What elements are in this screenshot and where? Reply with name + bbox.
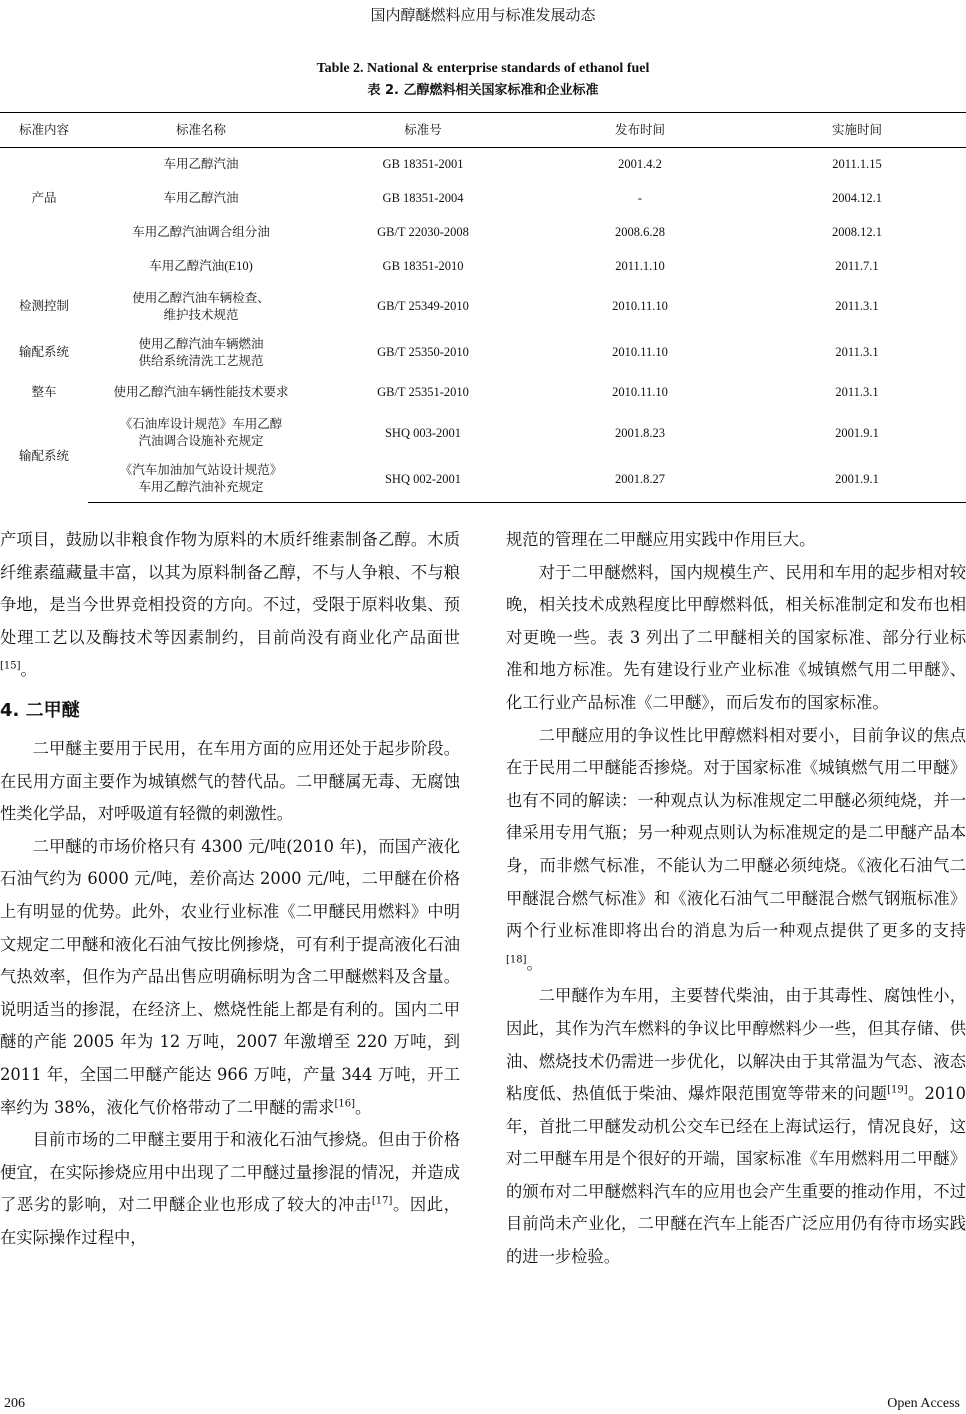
group-cell: 产品 <box>31 191 57 206</box>
effective-date: 2011.3.1 <box>835 345 879 359</box>
citation-ref[interactable]: [15] <box>0 660 21 672</box>
table-caption-en: Table 2. National & enterprise standards of ethanol fuel <box>316 61 650 76</box>
standard-code: GB 18351-2004 <box>382 191 464 205</box>
standard-code: GB 18351-2010 <box>382 259 464 273</box>
paragraph: 二甲醚的市场价格只有 4300 元/吨(2010 年)，而国产液化石油气约为 6000 元/吨，差价高达 2000 元/吨，二甲醚在价格上有明显的优势。此外，农业行业标准《二甲醚民用燃料》中明文规定二甲醚和液化石油气按比例掺烧，可有利于提高液化石油气热效率，但作为产品出售应明确标明为含二甲醚燃料及含量。说明适当的掺混，在经济上、燃烧性能上都是有利的。国内二甲醚的产能 2005 年为 12 万吨，2007 年激增至 220 万吨，到 2011 年，全国二甲醚产能达 966 万吨，产量 344 万吨，开工率约为 38%，液化气价格带动了二甲醚的需求[16]。 <box>0 836 460 1117</box>
standard-name: 车用乙醇汽油 <box>163 157 239 172</box>
column-header: 标准内容 <box>0 113 88 148</box>
release-date: 2001.8.23 <box>615 425 665 440</box>
group-cell: 输配系统 <box>18 448 69 463</box>
column-header: 发布时间 <box>532 113 748 148</box>
paragraph: 产项目，鼓励以非粮食作物为原料的木质纤维素制备乙醇。木质纤维素蕴藏量丰富，以其为原料制备乙醇，不与人争粮、不与粮争地，是当今世界竞相投资的方向。不过，受限于原料收集、预处理工艺以及酶技术等因素制约，目前尚没有商业化产品面世[15]。 <box>0 530 460 680</box>
group-cell-empty <box>0 250 88 284</box>
effective-date: 2001.9.1 <box>748 457 966 503</box>
effective-date: 2011.3.1 <box>835 385 879 399</box>
standard-name: 《汽车加油加气站设计规范》 车用乙醇汽油补充规定 <box>88 457 314 503</box>
table-row <box>0 376 966 410</box>
citation-ref[interactable]: [18] <box>506 954 527 966</box>
running-header: 国内醇醚燃料应用与标准发展动态 <box>370 6 596 24</box>
group-cell: 整车 <box>31 385 57 399</box>
standard-name: 使用乙醇汽油车辆性能技术要求 <box>113 385 289 399</box>
standard-name: 车用乙醇汽油 <box>163 191 239 205</box>
body-column-right <box>506 524 966 1274</box>
release-date: 2010.11.10 <box>612 385 668 399</box>
citation-ref[interactable]: [17] <box>371 1195 393 1207</box>
effective-date: 2011.1.15 <box>832 157 882 172</box>
table-row <box>0 216 966 250</box>
column-header: 实施时间 <box>748 113 966 148</box>
effective-date: 2001.9.1 <box>835 425 879 440</box>
effective-date: 2011.3.1 <box>835 299 879 313</box>
standard-code: GB/T 25349-2010 <box>377 299 469 313</box>
standard-code: GB/T 25351-2010 <box>377 385 469 399</box>
paragraph: 规范的管理在二甲醚应用实践中作用巨大。 <box>506 530 816 549</box>
table-row <box>0 182 966 216</box>
standard-code: GB/T 25350-2010 <box>377 345 469 359</box>
release-date: 2010.11.10 <box>612 299 668 313</box>
effective-date: 2008.12.1 <box>832 225 882 239</box>
standard-code: GB 18351-2001 <box>382 157 464 172</box>
release-date: 2011.1.10 <box>615 259 665 273</box>
column-header: 标准名称 <box>88 113 314 148</box>
body-column-left <box>0 524 460 1254</box>
citation-ref[interactable]: [16] <box>334 1098 355 1110</box>
table-row <box>0 148 966 182</box>
standard-name: 车用乙醇汽油调合组分油 <box>132 225 270 239</box>
table-header-row <box>0 113 966 148</box>
standard-name: 《石油库设计规范》车用乙醇 汽油调合设施补充规定 <box>119 417 283 448</box>
publisher-label: Open Access <box>887 1396 960 1411</box>
table-row <box>0 410 966 457</box>
citation-ref[interactable]: [19] <box>887 1084 908 1096</box>
table-row <box>0 457 966 503</box>
release-date: - <box>637 191 643 205</box>
table-row <box>0 284 966 330</box>
standard-code: SHQ 002-2001 <box>314 457 532 503</box>
group-cell: 检测控制 <box>18 299 69 313</box>
standard-code: SHQ 003-2001 <box>384 425 462 440</box>
standards-table <box>0 112 966 503</box>
effective-date: 2011.7.1 <box>835 259 879 273</box>
section-heading: 4. 二甲醚 <box>0 699 80 721</box>
page-number: 206 <box>4 1396 25 1411</box>
release-date: 2001.4.2 <box>618 157 662 172</box>
table-row <box>0 330 966 376</box>
standard-code: GB/T 22030-2008 <box>377 225 469 239</box>
paragraph: 二甲醚应用的争议性比甲醇燃料相对要小，目前争议的焦点在于民用二甲醚能否掺烧。对于国家标准《城镇燃气用二甲醚》也有不同的解读：一种观点认为标准规定二甲醚必须纯烧，并一律采用专用气瓶；另一种观点则认为标准规定的是二甲醚产品本身，而非燃气标准，不能认为二甲醚必须纯烧。《液化石油气二甲醚混合燃气标准》和《液化石油气二甲醚混合燃气钢瓶标准》两个行业标准即将出台的消息为后一种观点提供了更多的支持[18]。 <box>506 725 966 973</box>
paragraph: 目前市场的二甲醚主要用于和液化石油气掺烧。但由于价格便宜，在实际掺烧应用中出现了二甲醚过量掺混的情况，并造成了恶劣的影响，对二甲醚企业也形成了较大的冲击[17]。因此，在实际操作过程中， <box>0 1130 460 1247</box>
effective-date: 2004.12.1 <box>832 191 882 205</box>
standard-name: 使用乙醇汽油车辆检查、 维护技术规范 <box>132 290 270 322</box>
standard-name: 使用乙醇汽油车辆燃油 供给系统清洗工艺规范 <box>138 336 264 368</box>
table-row <box>0 250 966 284</box>
group-cell: 输配系统 <box>18 345 69 359</box>
standard-name: 车用乙醇汽油(E10) <box>149 259 253 273</box>
paragraph: 对于二甲醚燃料，国内规模生产、民用和车用的起步相对较晚，相关技术成熟程度比甲醇燃料低，相关标准制定和发布也相对更晚一些。表 3 列出了二甲醚相关的国家标准、部分行业标准和地方标准。先有建设行业产业标准《城镇燃气用二甲醚》、化工行业产品标准《二甲醚》，而后发布的国家标准。 <box>506 562 966 712</box>
release-date: 2010.11.10 <box>612 345 668 359</box>
table-caption-zh: 表 2. 乙醇燃料相关国家标准和企业标准 <box>367 83 599 98</box>
paragraph: 二甲醚主要用于民用，在车用方面的应用还处于起步阶段。在民用方面主要作为城镇燃气的替代品。二甲醚属无毒、无腐蚀性类化学品，对呼吸道有轻微的刺激性。 <box>0 738 460 824</box>
release-date: 2008.6.28 <box>615 225 665 239</box>
paragraph: 二甲醚作为车用，主要替代柴油，由于其毒性、腐蚀性小，因此，其作为汽车燃料的争议比甲醇燃料少一些，但其存储、供油、燃烧技术仍需进一步优化，以解决由于其常温为气态、液态粘度低、热值低于柴油、爆炸限范围宽等带来的问题[19]。2010 年，首批二甲醚发动机公交车已经在上海试运行，情况良好，这对二甲醚车用是个很好的开端，国家标准《车用燃料用二甲醚》的颁布对二甲醚燃料汽车的应用也会产生重要的推动作用，不过目前尚未产业化，二甲醚在汽车上能否广泛应用仍有待市场实践的进一步检验。 <box>506 986 966 1267</box>
release-date: 2001.8.27 <box>532 457 748 503</box>
column-header: 标准号 <box>314 113 532 148</box>
